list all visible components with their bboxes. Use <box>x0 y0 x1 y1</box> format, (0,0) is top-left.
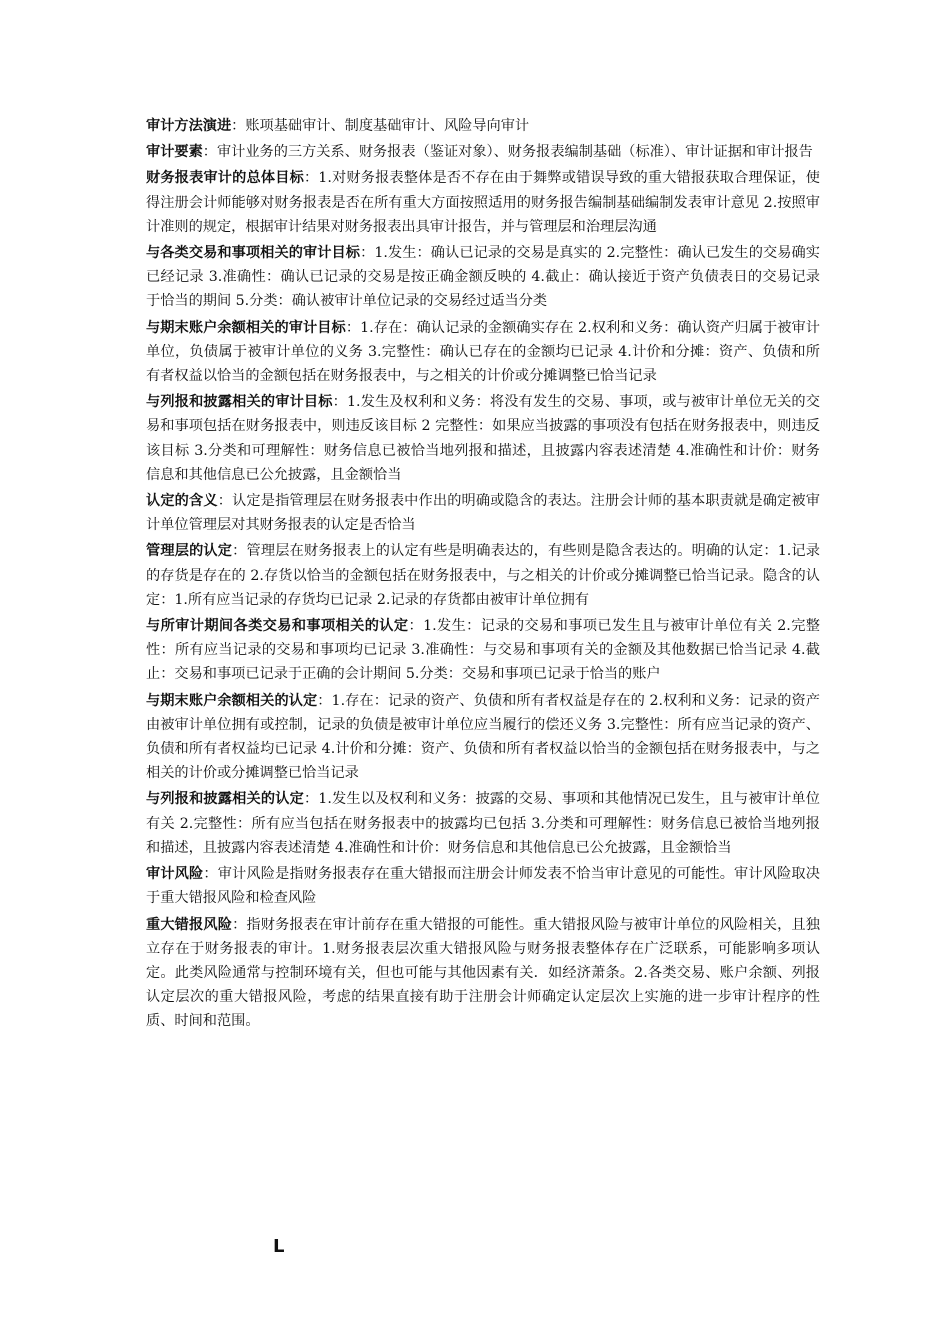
paragraph-text: 1.存在：确认记录的金额确实存在 2.权利和义务：确认资产归属于被审计单位，负债属于被审计单位的义务 3.完整性：确认已存在的金额均已记录 4.计价和分摊：资产、负债和所有者权益以恰当的金额包括在财务报表中，与之相关的计价或分摊调整已恰当记录 <box>146 319 820 385</box>
paragraph-disclosure-objectives: 与列报和披露相关的审计目标：1.发生及权利和义务：将没有发生的交易、事项，或与被审计单位无关的交易和事项包括在财务报表中，则违反该目标 2 完整性：如果应当披露的事项没有包括在财务报表中，则违反该目标 3.分类和可理解性：财务信息已被恰当地列报和描述，且披露内容表述清楚 4.准确性和计价：财务信息和其他信息已公允披露，且金额恰当 <box>146 394 820 483</box>
paragraph-text: 管理层在财务报表上的认定有些是明确表达的，有些则是隐含表达的。明确的认定：1.记录的存货是存在的 2.存货以恰当的金额包括在财务报表中，与之相关的计价或分摊调整已恰当记录。隐含的认定：1.所有应当记录的存货均已记录 2.记录的存货都由被审计单位拥有 <box>146 543 820 608</box>
term-label: 认定的含义 <box>146 493 218 510</box>
paragraph-overall-objective: 财务报表审计的总体目标：1.对财务报表整体是否不存在由于舞弊或错误导致的重大错报获取合理保证，使得注册会计师能够对财务报表是否在所有重大方面按照适用的财务报告编制基础编制发表审计意见 2.按照审计准则的规定，根据审计结果对财务报表出具审计报告，并与管理层和治理层沟通 <box>146 170 820 235</box>
paragraph-text: 1.对财务报表整体是否不存在由于舞弊或错误导致的重大错报获取合理保证，使得注册会计师能够对财务报表是否在所有重大方面按照适用的财务报告编制基础编制发表审计意见 2.按照审计准则的规定，根据审计结果对财务报表出具审计报告，并与管理层和治理层沟通 <box>146 170 820 235</box>
paragraph-text: 审计风险是指财务报表存在重大错报而注册会计师发表不恰当审计意见的可能性。审计风险取决于重大错报风险和检查风险 <box>146 866 820 907</box>
paragraph-text: 1.存在：记录的资产、负债和所有者权益是存在的 2.权利和义务：记录的资产由被审计单位拥有或控制，记录的负债是被审计单位应当履行的偿还义务 3.完整性：所有应当记录的资产、负债和所有者权益均已记录 4.计价和分摊：资产、负债和所有者权益以恰当的金额包括在财务报表中，与之相关的计价或分摊调整已恰当记录 <box>146 692 820 782</box>
paragraph-text: 指财务报表在审计前存在重大错报的可能性。重大错报风险与被审计单位的风险相关，且独立存在于财务报表的审计。1.财务报表层次重大错报风险与财务报表整体存在广泛联系，可能影响多项认定。此类风险通常与控制环境有关，但也可能与其他因素有关．如经济萧条。2.各类交易、账户余额、列报认定层次的重大错报风险，考虑的结果直接有助于注册会计师确定认定层次上实施的进一步审计程序的性质、时间和范围。 <box>146 916 820 1030</box>
paragraph-assertion-meaning: 认定的含义：认定是指管理层在财务报表中作出的明确或隐含的表达。注册会计师的基本职责就是确定被审计单位管理层对其财务报表的认定是否恰当 <box>146 493 820 534</box>
paragraph-transaction-assertions: 与所审计期间各类交易和事项相关的认定：1.发生：记录的交易和事项已发生且与被审计单位有关 2.完整性：所有应当记录的交易和事项均已记录 3.准确性：与交易和事项有关的金额及其他数据已恰当记录 4.截止：交易和事项已记录于正确的会计期间 5.分类：交易和事项已记录于恰当的账户 <box>146 618 820 683</box>
term-label: 与期末账户余额相关的审计目标 <box>146 319 346 336</box>
paragraph-audit-risk: 审计风险：审计风险是指财务报表存在重大错报而注册会计师发表不恰当审计意见的可能性。审计风险取决于重大错报风险和检查风险 <box>146 866 820 907</box>
term-label: 与期末账户余额相关的认定 <box>146 692 318 709</box>
term-label: 审计风险 <box>146 866 204 883</box>
document-body <box>146 114 820 1036</box>
paragraph-audit-elements: 审计要素：审计业务的三方关系、财务报表（鉴证对象）、财务报表编制基础（标准）、审计证据和审计报告 <box>146 144 813 161</box>
paragraph-balance-objectives: 与期末账户余额相关的审计目标：1.存在：确认记录的金额确实存在 2.权利和义务：确认资产归属于被审计单位，负债属于被审计单位的义务 3.完整性：确认已存在的金额均已记录 4.计价和分摊：资产、负债和所有者权益以恰当的金额包括在财务报表中，与之相关的计价或分摊调整已恰当记录 <box>146 319 820 385</box>
paragraph-text: 认定是指管理层在财务报表中作出的明确或隐含的表达。注册会计师的基本职责就是确定被审计单位管理层对其财务报表的认定是否恰当 <box>146 493 820 534</box>
paragraph-disclosure-assertions: 与列报和披露相关的认定：1.发生以及权利和义务：披露的交易、事项和其他情况已发生，且与被审计单位有关 2.完整性：所有应当包括在财务报表中的披露均已包括 3.分类和可理解性：财务信息已被恰当地列报和描述，且披露内容表述清楚 4.准确性和计价：财务信息和其他信息已公允披露，且金额恰当 <box>146 791 820 856</box>
paragraph-management-assertions: 管理层的认定：管理层在财务报表上的认定有些是明确表达的，有些则是隐含表达的。明确的认定：1.记录的存货是存在的 2.存货以恰当的金额包括在财务报表中，与之相关的计价或分摊调整已恰当记录。隐含的认定：1.所有应当记录的存货均已记录 2.记录的存货都由被审计单位拥有 <box>146 543 820 608</box>
term-label: 财务报表审计的总体目标 <box>146 170 304 187</box>
term-label: 重大错报风险 <box>146 916 233 933</box>
paragraph-balance-assertions: 与期末账户余额相关的认定：1.存在：记录的资产、负债和所有者权益是存在的 2.权利和义务：记录的资产由被审计单位拥有或控制，记录的负债是被审计单位应当履行的偿还义务 3.完整性：所有应当记录的资产、负债和所有者权益均已记录 4.计价和分摊：资产、负债和所有者权益以恰当的金额包括在财务报表中，与之相关的计价或分摊调整已恰当记录 <box>146 692 820 782</box>
term-label: 与列报和披露相关的认定 <box>146 791 304 808</box>
term-label: 与各类交易和事项相关的审计目标 <box>146 245 361 262</box>
paragraph-text: 1.发生：确认已记录的交易是真实的 2.完整性：确认已发生的交易确实已经记录 3.准确性：确认已记录的交易是按正确金额反映的 4.截止：确认接近于资产负债表日的交易记录于恰当的期间 5.分类：确认被审计单位记录的交易经过适当分类 <box>146 245 820 310</box>
paragraph-material-misstatement-risk: 重大错报风险：指财务报表在审计前存在重大错报的可能性。重大错报风险与被审计单位的风险相关，且独立存在于财务报表的审计。1.财务报表层次重大错报风险与财务报表整体存在广泛联系，可能影响多项认定。此类风险通常与控制环境有关，但也可能与其他因素有关．如经济萧条。2.各类交易、账户余额、列报认定层次的重大错报风险，考虑的结果直接有助于注册会计师确定认定层次上实施的进一步审计程序的性质、时间和范围。 <box>146 916 820 1030</box>
paragraph-text: 审计业务的三方关系、财务报表（鉴证对象）、财务报表编制基础（标准）、审计证据和审计报告 <box>216 144 813 161</box>
paragraph-text: 1.发生：记录的交易和事项已发生且与被审计单位有关 2.完整性：所有应当记录的交易和事项均已记录 3.准确性：与交易和事项有关的金额及其他数据已恰当记录 4.截止：交易和事项已记录于正确的会计期间 5.分类：交易和事项已记录于恰当的账户 <box>146 618 820 683</box>
paragraph-transaction-objectives: 与各类交易和事项相关的审计目标：1.发生：确认已记录的交易是真实的 2.完整性：确认已发生的交易确实已经记录 3.准确性：确认已记录的交易是按正确金额反映的 4.截止：确认接近于资产负债表日的交易记录于恰当的期间 5.分类：确认被审计单位记录的交易经过适当分类 <box>146 245 820 310</box>
paragraph-text: 账项基础审计、制度基础审计、风险导向审计 <box>245 118 530 134</box>
footer-mark: L <box>273 1236 285 1257</box>
term-label: 审计方法演进 <box>146 118 232 134</box>
paragraph-text: 1.发生以及权利和义务：披露的交易、事项和其他情况已发生，且与被审计单位有关 2.完整性：所有应当包括在财务报表中的披露均已包括 3.分类和可理解性：财务信息已被恰当地列报和描述，且披露内容表述清楚 4.准确性和计价：财务信息和其他信息已公允披露，且金额恰当 <box>146 791 820 856</box>
paragraph-text: 1.发生及权利和义务：将没有发生的交易、事项，或与被审计单位无关的交易和事项包括在财务报表中，则违反该目标 2 完整性：如果应当披露的事项没有包括在财务报表中，则违反该目标 3.分类和可理解性：财务信息已被恰当地列报和描述，且披露内容表述清楚 4.准确性和计价：财务信息和其他信息已公允披露，且金额恰当 <box>146 394 820 483</box>
paragraph-audit-method-evolution: 审计方法演进：账项基础审计、制度基础审计、风险导向审计 <box>146 118 530 134</box>
term-label: 与列报和披露相关的审计目标 <box>146 394 333 411</box>
term-label: 管理层的认定 <box>146 543 233 560</box>
term-label: 与所审计期间各类交易和事项相关的认定 <box>146 618 409 635</box>
term-label: 审计要素 <box>146 144 203 161</box>
